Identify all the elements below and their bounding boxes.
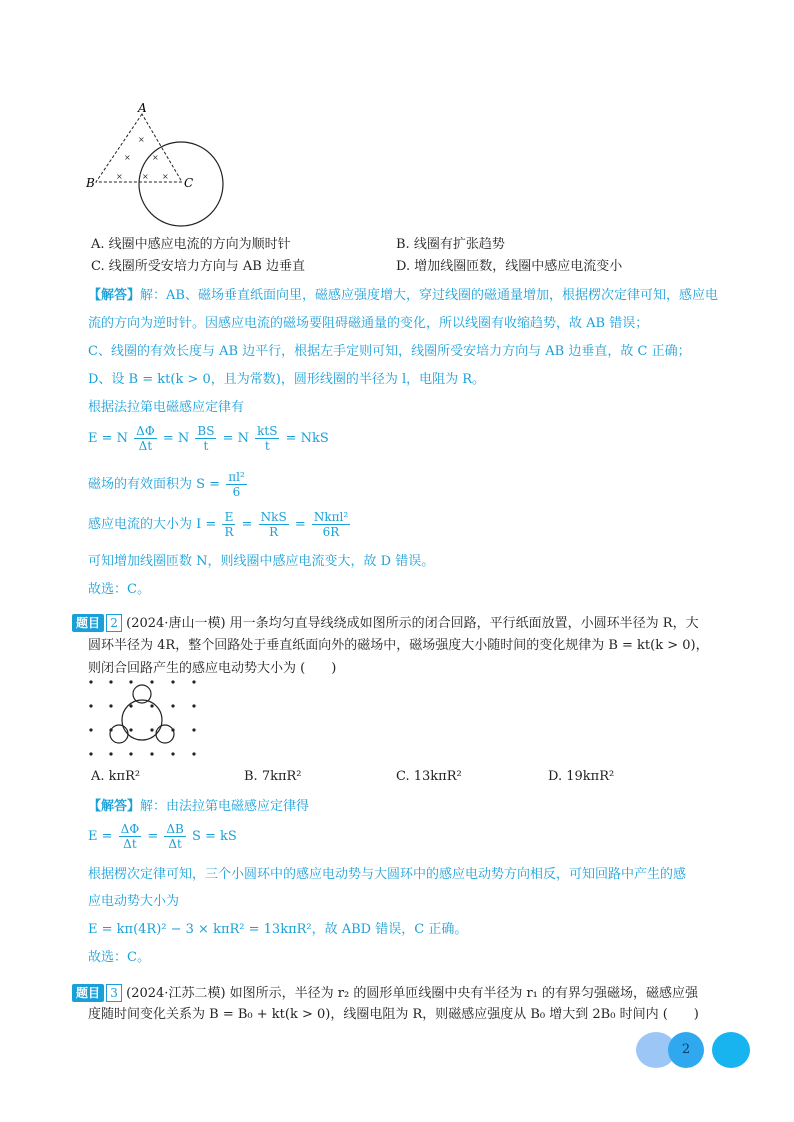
q1-formula-area — [88, 470, 249, 499]
field-dot — [192, 680, 195, 683]
question-tag: 题目 — [72, 984, 104, 1002]
fraction: $\frac{E}{R}$ — [224, 510, 234, 539]
q1-option-c: C. 线圈所受安培力方向与 AB 边垂直 — [91, 259, 305, 274]
formula-part: = NkS — [285, 431, 329, 446]
formula-part: 磁场的有效面积为 S = — [88, 477, 221, 492]
field-dot — [89, 680, 92, 683]
q2-option-c: C. 13kπR² — [396, 769, 462, 784]
field-dot — [171, 680, 174, 683]
field-mark: × — [124, 153, 131, 162]
field-dot — [192, 728, 195, 731]
field-dot — [89, 728, 92, 731]
fraction: $\frac{\text{ktS}}{t}$ — [257, 424, 278, 453]
page-number: 2 — [668, 1032, 704, 1068]
answer-label: 【解答】 — [88, 288, 141, 303]
q1-answer-line5: 根据法拉第电磁感应定律有 — [88, 400, 245, 415]
field-dot — [129, 704, 132, 707]
field-dot — [150, 752, 153, 755]
field-mark: × — [142, 172, 149, 181]
formula-part: 感应电流的大小为 I = — [88, 517, 217, 532]
field-dot — [89, 704, 92, 707]
field-dot — [150, 680, 153, 683]
field-dot — [150, 704, 153, 707]
field-dot — [129, 728, 132, 731]
q2-formula-emf — [88, 822, 237, 851]
q1-option-a: A. 线圈中感应电流的方向为顺时针 — [91, 237, 291, 252]
field-mark: × — [152, 153, 159, 162]
q2-answer-line4: E = kπ(4R)² − 3 × kπR² = 13kπR²，故 ABD 错误，C 正确。 — [88, 922, 468, 937]
q2-option-d: D. 19kπR² — [548, 769, 615, 784]
q2-answer-line5: 故选：C。 — [88, 950, 150, 965]
question-number: 2 — [106, 614, 122, 632]
q2-stem-line2: 圆环半径为 4R，整个回路处于垂直纸面向外的磁场中，磁场强度大小随时间的变化规律为 B = kt(k > 0)， — [88, 638, 709, 653]
field-dot — [89, 752, 92, 755]
fraction: $\frac{\text{πl²}}{6}$ — [228, 470, 245, 499]
question-number: 3 — [106, 984, 122, 1002]
figure-triangle-circle — [86, 100, 236, 230]
q2-stem-line3: 则闭合回路产生的感应电动势大小为 ( ) — [88, 661, 337, 676]
field-dot — [129, 680, 132, 683]
vertex-a-label: A — [138, 101, 147, 115]
question-tag: 题目 — [72, 614, 104, 632]
fraction: $\frac{\Delta B}{\Delta t}$ — [166, 822, 184, 851]
question-text: (2024·唐山一模) 用一条均匀直导线绕成如图所示的闭合回路，平行纸面放置，小圆环半径为 R，大 — [126, 616, 699, 631]
field-dot — [192, 752, 195, 755]
figure-circles-field — [86, 676, 206, 760]
formula-part: S = kS — [191, 829, 237, 844]
q1-answer-line9: 故选：C。 — [88, 582, 150, 597]
formula-part: = — [241, 517, 253, 532]
field-dot — [129, 752, 132, 755]
q1-answer-line3: C、线圈的有效长度与 AB 边平行，根据左手定则可知，线圈所受安培力方向与 AB 边垂直，故 C 正确； — [88, 344, 691, 359]
formula-part: = — [147, 829, 159, 844]
field-dot — [109, 680, 112, 683]
q3-stem-line2: 度随时间变化关系为 B = B₀ + kt(k > 0)，线圈电阻为 R，则磁感应强度从 B₀ 增大到 2B₀ 时间内 ( ) — [88, 1007, 699, 1022]
q2-answer-line2: 根据楞次定律可知，三个小圆环中的感应电动势与大圆环中的感应电动势方向相反，可知回路中产生的感 — [88, 867, 687, 882]
q1-answer-line1 — [88, 287, 718, 305]
q2-option-b: B. 7kπR² — [244, 769, 302, 784]
fraction: $\frac{BS}{t}$ — [197, 424, 215, 453]
formula-part: = — [294, 517, 306, 532]
formula-part: E = — [88, 829, 113, 844]
q1-answer-line8: 可知增加线圈匝数 N，则线圈中感应电流变大，故 D 错误。 — [88, 554, 435, 569]
q2-option-a: A. kπR² — [91, 769, 141, 784]
fraction: $\frac{\Delta\Phi}{\Delta t}$ — [120, 822, 140, 851]
answer-label: 【解答】 — [88, 799, 141, 814]
page-decor-circle — [712, 1032, 750, 1068]
field-dot — [109, 704, 112, 707]
field-mark: × — [162, 172, 169, 181]
q3-stem-line1 — [72, 984, 698, 1003]
q1-formula-emf — [88, 424, 329, 453]
field-mark: × — [116, 172, 123, 181]
q2-answer-line3: 应电动势大小为 — [88, 894, 180, 909]
q1-formula-current — [88, 510, 352, 539]
answer-text: 解：由法拉第电磁感应定律得 — [140, 799, 310, 814]
q2-stem-line1 — [72, 614, 699, 633]
q2-answer-line1 — [88, 798, 309, 816]
q1-option-b: B. 线圈有扩张趋势 — [396, 237, 505, 252]
fraction: $\frac{\text{NkS}}{R}$ — [260, 510, 287, 539]
q1-answer-line4: D、设 B = kt(k > 0，且为常数)，圆形线圈的半径为 l，电阻为 R。 — [88, 372, 486, 387]
fraction: $\frac{\Delta\Phi}{\Delta t}$ — [136, 424, 155, 453]
answer-text: 解：AB、磁场垂直纸面向里，磁感应强度增大，穿过线圈的磁通量增加，根据楞次定律可知，感应电 — [140, 288, 718, 303]
question-text: (2024·江苏二模) 如图所示，半径为 r₂ 的圆形单匝线圈中央有半径为 r₁ 的有界匀强磁场，磁感应强 — [126, 986, 699, 1001]
formula-part: = N — [162, 431, 190, 446]
field-dot — [171, 752, 174, 755]
formula-part: = N — [222, 431, 249, 446]
field-dot — [109, 752, 112, 755]
q1-answer-line2: 流的方向为逆时针。因感应电流的磁场要阻碍磁通量的变化，所以线圈有收缩趋势，故 AB 错误； — [88, 316, 649, 331]
vertex-b-label: B — [86, 176, 95, 190]
field-dot — [192, 704, 195, 707]
vertex-c-label: C — [184, 176, 194, 190]
field-dot — [150, 728, 153, 731]
q1-option-d: D. 增加线圈匝数，线圈中感应电流变小 — [396, 259, 623, 274]
formula-part: E = N — [88, 431, 129, 446]
field-dot — [171, 704, 174, 707]
fraction: $\frac{\text{Nkπl²}}{6R}$ — [313, 510, 349, 539]
field-mark: × — [138, 135, 145, 144]
